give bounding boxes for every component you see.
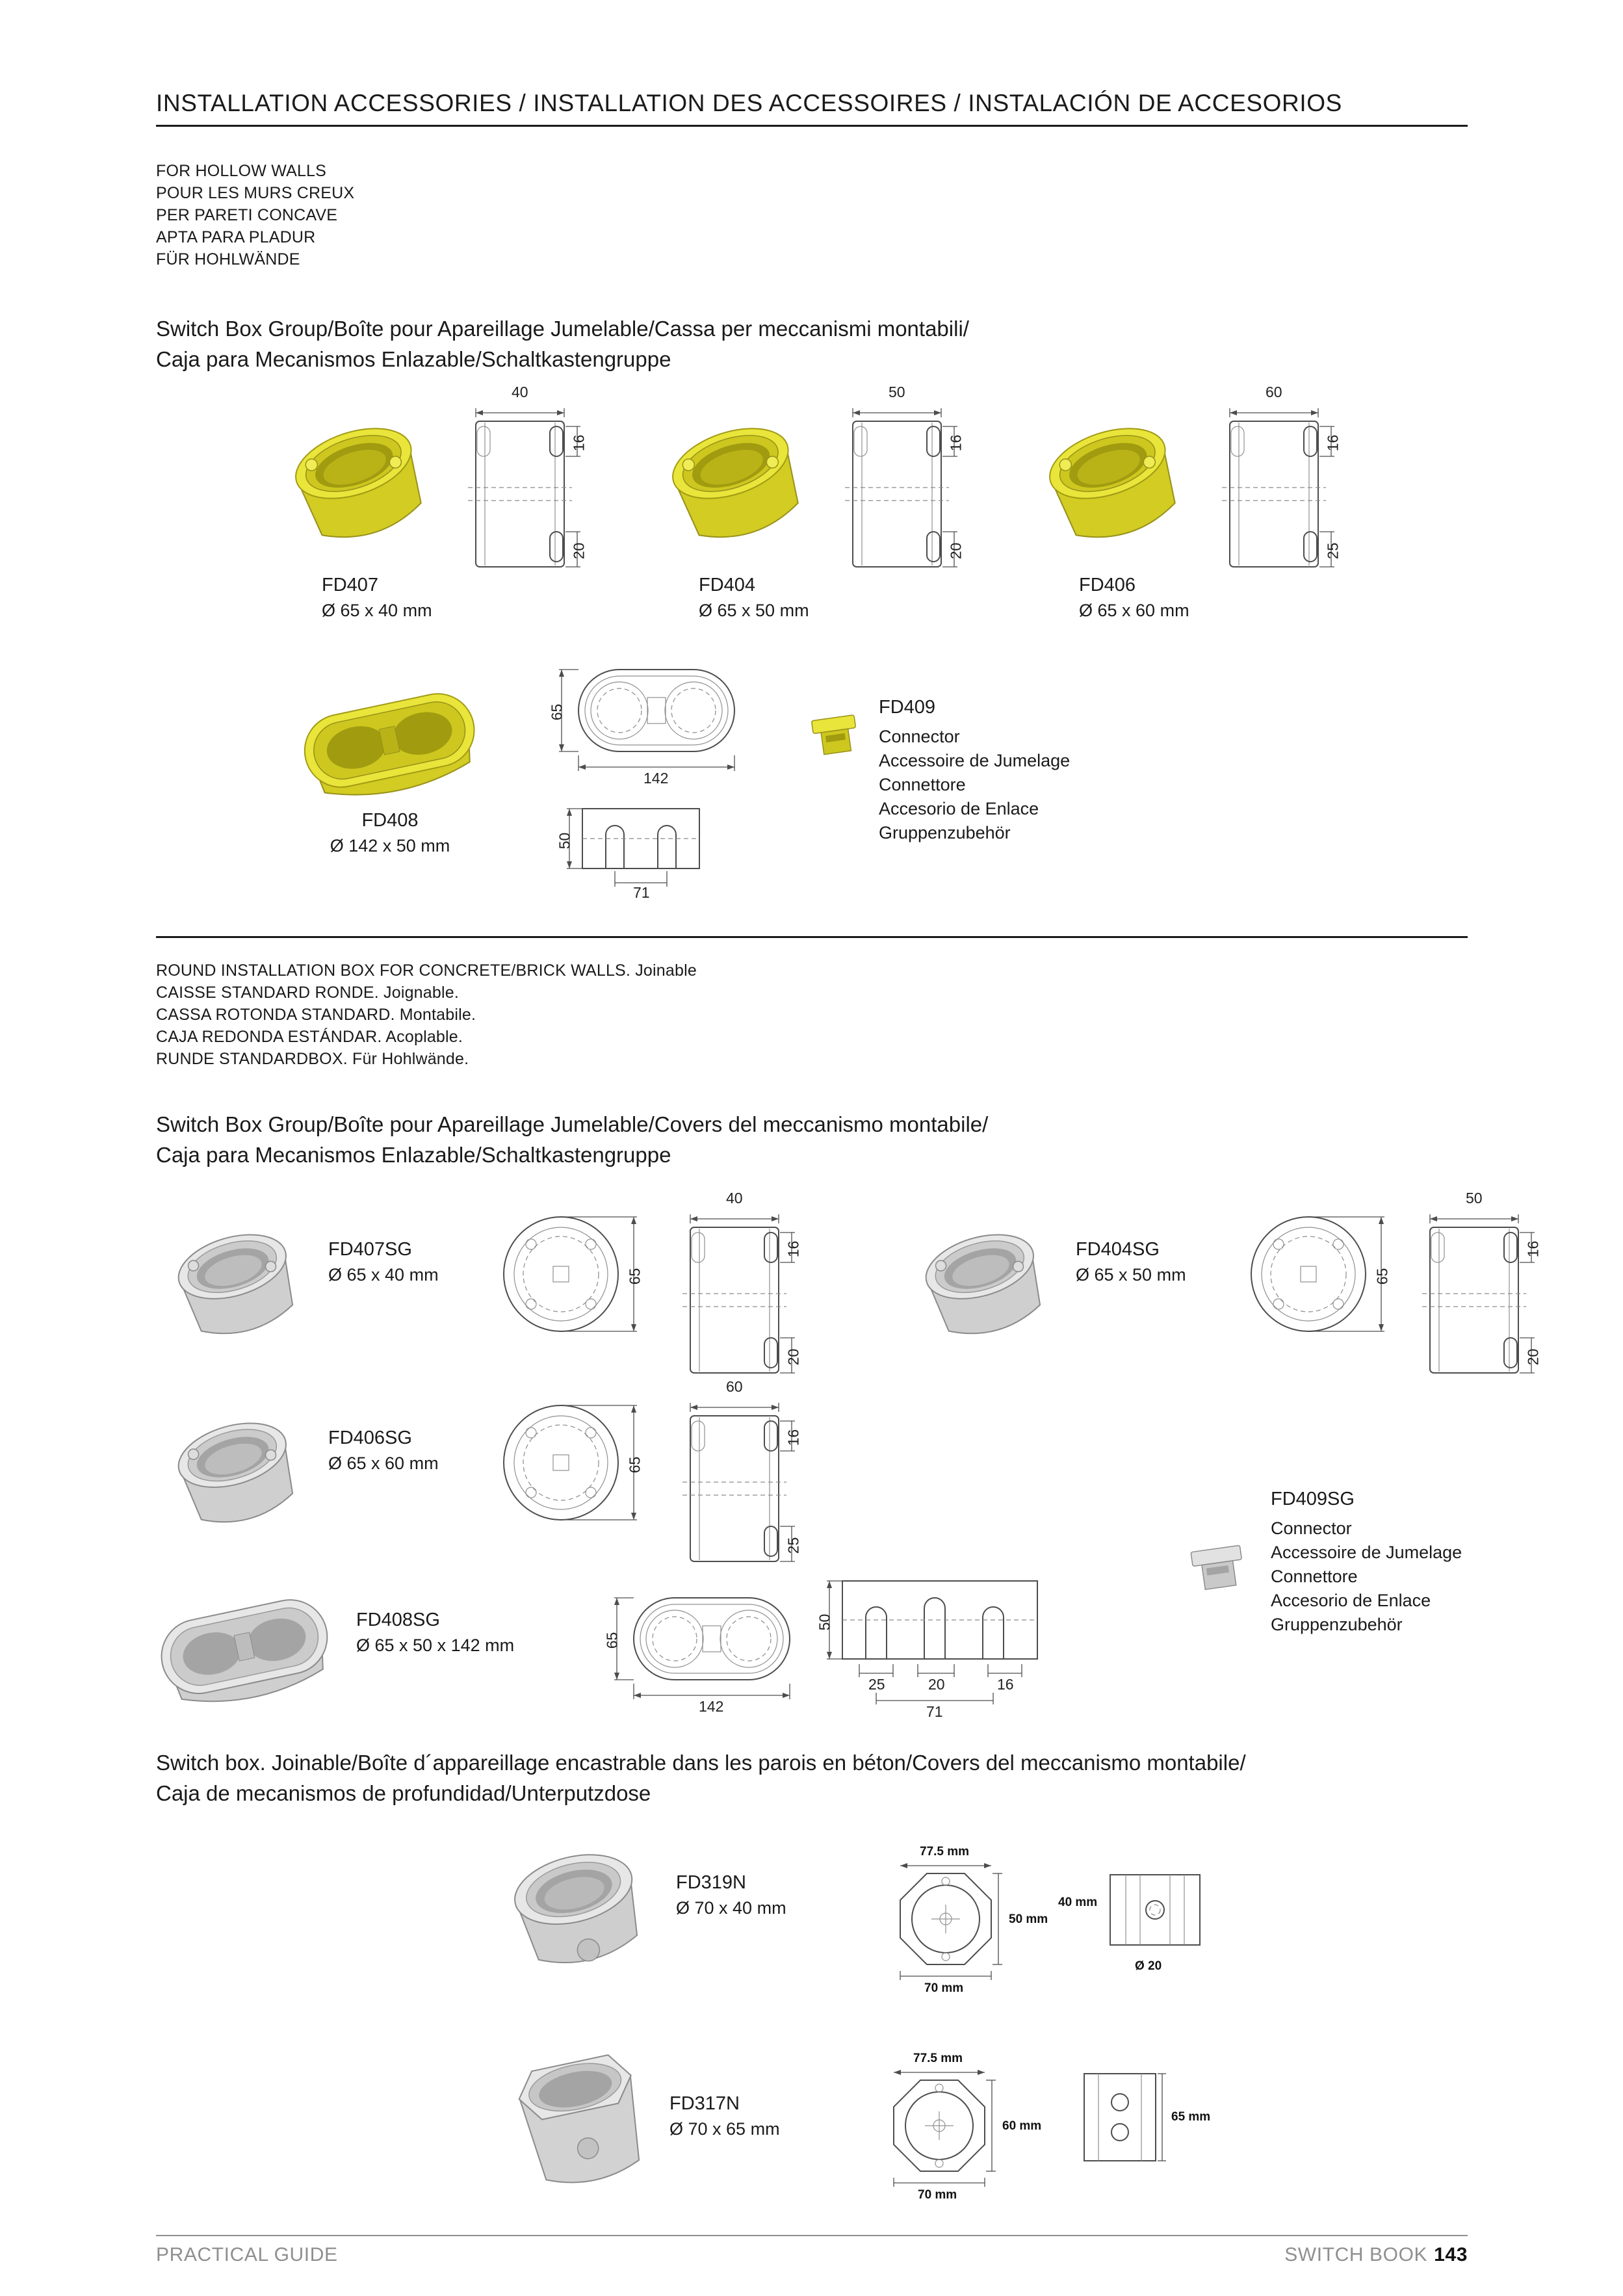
dim-depth2: 20: [947, 542, 965, 560]
product-code: FD407SG: [328, 1239, 412, 1260]
product-code: FD408SG: [356, 1610, 440, 1630]
intro-line: FÜR HOHLWÄNDE: [156, 250, 300, 268]
yellow-connector-image: [805, 709, 866, 764]
dim-length: 142: [643, 770, 669, 787]
footer-book-text: SWITCH BOOK: [1284, 2244, 1428, 2265]
fd408sg-top-drawing: [603, 1590, 796, 1715]
fd319n-side-drawing: [1058, 1862, 1221, 1985]
dim-depth2: 20: [570, 542, 588, 560]
dim-hole: Ø 20: [1135, 1959, 1162, 1973]
info-line: Gruppenzubehör: [879, 823, 1011, 842]
info-line: Connettore: [879, 775, 966, 794]
dim-right: 60 mm: [1002, 2119, 1042, 2133]
dim-top: 77.5 mm: [913, 2052, 963, 2065]
product-code: FD317N: [669, 2093, 740, 2114]
product-code: FD408: [361, 810, 419, 831]
section1-title: [156, 313, 969, 374]
dim-diameter: 65: [626, 1456, 643, 1474]
yellow-box-image: [643, 398, 825, 560]
dim-depth: 50: [816, 1613, 833, 1631]
dim-inner: 71: [926, 1703, 943, 1720]
fd319n-front-drawing: [884, 1845, 1053, 2007]
fd317n-label: [669, 2093, 780, 2139]
footer-page-number: 143: [1434, 2244, 1468, 2265]
gray-oval-box-image: [144, 1577, 346, 1723]
footer-book-label: [1284, 2244, 1468, 2266]
fd404-dimension-drawing: [832, 384, 965, 584]
dim-depth1: 16: [1324, 434, 1342, 452]
yellow-box-image: [266, 398, 448, 560]
product-size: Ø 65 x 40 mm: [328, 1265, 439, 1285]
dim-depth1: 16: [785, 1240, 802, 1258]
info-line: Connector: [879, 727, 960, 746]
dim-depth1: 16: [570, 434, 588, 452]
fd407sg-photo: [153, 1203, 318, 1355]
fd404sg-round-drawing: [1247, 1209, 1396, 1339]
product-size: Ø 65 x 50 mm: [1076, 1265, 1186, 1285]
fd408-side-drawing: [556, 801, 710, 901]
header-rule: [156, 125, 1468, 127]
fd407sg-round-drawing: [499, 1209, 649, 1339]
section-title-line: Switch Box Group/Boîte pour Apareillage Jumelable/Cassa per meccanismi montabili/: [156, 317, 969, 341]
dim-height: 65: [548, 703, 565, 721]
yellow-oval-box-image: [286, 673, 494, 813]
gray-box-image: [153, 1391, 318, 1544]
dim-bottom: 70 mm: [924, 1981, 964, 1995]
section-divider: [156, 936, 1468, 938]
dim-depth2: 25: [785, 1537, 802, 1554]
gray-box-image: [153, 1203, 318, 1355]
info-line: Accesorio de Enlace: [1271, 1591, 1431, 1610]
fd408sg-label: [356, 1610, 514, 1656]
dim-width: 40: [512, 384, 528, 400]
fd404-photo: [643, 398, 825, 560]
dim-width: 60: [1266, 384, 1282, 400]
intro-line: CAJA REDONDA ESTÁNDAR. Acoplable.: [156, 1028, 463, 1046]
fd408-label: [305, 810, 474, 856]
fd404sg-photo: [900, 1203, 1066, 1355]
product-size: Ø 65 x 60 mm: [1079, 601, 1189, 620]
dim-inner: 71: [633, 884, 650, 901]
intro-line: RUNDE STANDARDBOX. Für Hohlwände.: [156, 1050, 469, 1068]
dim-right: 50 mm: [1009, 1912, 1048, 1926]
info-line: Connector: [1271, 1519, 1352, 1538]
product-code: FD409SG: [1271, 1489, 1355, 1509]
fd406sg-label: [328, 1428, 439, 1474]
product-code: FD319N: [676, 1872, 746, 1893]
dim-depth: 50: [556, 832, 573, 850]
gray-box-image: [900, 1203, 1066, 1355]
dim-depth2: 25: [1324, 542, 1342, 560]
product-size: Ø 65 x 50 x 142 mm: [356, 1636, 515, 1655]
product-code: FD407: [322, 575, 379, 595]
intro-line: ROUND INSTALLATION BOX FOR CONCRETE/BRICK WALLS. Joinable: [156, 961, 697, 980]
dim-depth: 40 mm: [1058, 1896, 1098, 1909]
fd319n-photo: [491, 1824, 663, 1983]
fd406-photo: [1020, 398, 1202, 560]
intro-line: APTA PARA PLADUR: [156, 228, 316, 246]
section-title-line: Switch Box Group/Boîte pour Apareillage Jumelable/Covers del meccanismo montabile/: [156, 1112, 989, 1136]
product-size: Ø 65 x 40 mm: [322, 601, 432, 620]
intro-line: FOR HOLLOW WALLS: [156, 162, 327, 180]
product-code: FD409: [879, 697, 936, 718]
fd409sg-info: [1271, 1489, 1462, 1637]
product-code: FD406SG: [328, 1428, 412, 1448]
product-size: Ø 65 x 50 mm: [699, 601, 809, 620]
dim-diameter: 65: [1373, 1268, 1391, 1285]
dim-depth1: 16: [947, 434, 965, 452]
dim-depth: 65 mm: [1171, 2110, 1211, 2124]
hollow-walls-intro: [156, 160, 354, 270]
fd404-label: [699, 575, 809, 621]
dim-height: 65: [603, 1632, 621, 1649]
info-line: Gruppenzubehör: [1271, 1615, 1403, 1634]
product-size: Ø 142 x 50 mm: [330, 836, 450, 855]
dim-width: 50: [889, 384, 905, 400]
fd319n-label: [676, 1872, 786, 1918]
dim-c: 16: [997, 1676, 1014, 1693]
dim-width: 60: [726, 1378, 743, 1395]
fd407sg-label: [328, 1239, 439, 1285]
gray-connector-image: [1182, 1538, 1256, 1600]
section-title-line: Caja para Mecanismos Enlazable/Schaltkastengruppe: [156, 347, 671, 371]
intro-line: CASSA ROTONDA STANDARD. Montabile.: [156, 1006, 476, 1024]
intro-line: CAISSE STANDARD RONDE. Joignable.: [156, 984, 459, 1002]
fd408-photo: [286, 673, 494, 813]
product-size: Ø 70 x 65 mm: [669, 2119, 780, 2139]
dim-width: 40: [726, 1190, 743, 1207]
gray-round-box-image: [491, 1824, 663, 1983]
fd409-photo: [805, 709, 866, 764]
fd407-dimension-drawing: [455, 384, 588, 584]
fd406sg-round-drawing: [499, 1398, 649, 1528]
fd406-label: [1079, 575, 1189, 621]
product-size: Ø 70 x 40 mm: [676, 1898, 786, 1918]
dim-bottom: 70 mm: [918, 2188, 957, 2202]
gray-deep-box-image: [499, 2022, 662, 2204]
fd407-label: [322, 575, 432, 621]
dim-diameter: 65: [626, 1268, 643, 1285]
product-code: FD404: [699, 575, 756, 595]
fd317n-front-drawing: [877, 2052, 1046, 2214]
fd408-top-drawing: [548, 662, 741, 787]
fd408sg-photo: [144, 1577, 346, 1723]
fd406sg-side-drawing: [669, 1378, 802, 1578]
intro-line: PER PARETI CONCAVE: [156, 206, 338, 224]
info-line: Accessoire de Jumelage: [879, 751, 1071, 770]
fd409sg-photo: [1182, 1538, 1256, 1600]
dim-length: 142: [699, 1698, 724, 1715]
dim-depth1: 16: [1524, 1240, 1542, 1258]
dim-a: 25: [868, 1676, 885, 1693]
footer-rule: [156, 2235, 1468, 2236]
product-size: Ø 65 x 60 mm: [328, 1454, 439, 1473]
fd406-dimension-drawing: [1209, 384, 1342, 584]
fd406sg-photo: [153, 1391, 318, 1544]
footer-guide-label: PRACTICAL GUIDE: [156, 2244, 338, 2265]
product-code: FD406: [1079, 575, 1136, 595]
section2-title: [156, 1109, 988, 1170]
section-title-line: Caja de mecanismos de profundidad/Unterputzdose: [156, 1781, 651, 1805]
fd407-photo: [266, 398, 448, 560]
section3-title: [156, 1747, 1246, 1808]
dim-depth2: 20: [785, 1348, 802, 1366]
dim-top: 77.5 mm: [920, 1845, 970, 1859]
fd409-info: [879, 697, 1070, 845]
fd404sg-side-drawing: [1409, 1190, 1542, 1390]
intro-line: POUR LES MURS CREUX: [156, 184, 355, 202]
yellow-box-image: [1020, 398, 1202, 560]
info-line: Accesorio de Enlace: [879, 799, 1039, 818]
info-line: Accessoire de Jumelage: [1271, 1543, 1462, 1562]
fd408sg-side-drawing: [816, 1572, 1054, 1728]
round-box-intro: [156, 959, 697, 1070]
page-title: INSTALLATION ACCESSORIES / INSTALLATION DES ACCESSOIRES / INSTALACIÓN DE ACCESORIOS: [156, 90, 1342, 116]
fd317n-side-drawing: [1072, 2066, 1235, 2183]
dim-b: 20: [928, 1676, 945, 1693]
dim-depth2: 20: [1524, 1348, 1542, 1366]
section-title-line: Caja para Mecanismos Enlazable/Schaltkastengruppe: [156, 1143, 671, 1167]
section-title-line: Switch box. Joinable/Boîte d´appareillage encastrable dans les parois en béton/Covers del meccanismo montabile/: [156, 1751, 1246, 1775]
product-code: FD404SG: [1076, 1239, 1160, 1260]
dim-width: 50: [1466, 1190, 1483, 1207]
fd317n-photo: [499, 2022, 662, 2204]
fd404sg-label: [1076, 1239, 1186, 1285]
info-line: Connettore: [1271, 1567, 1358, 1586]
fd407sg-side-drawing: [669, 1190, 802, 1390]
dim-depth1: 16: [785, 1429, 802, 1446]
